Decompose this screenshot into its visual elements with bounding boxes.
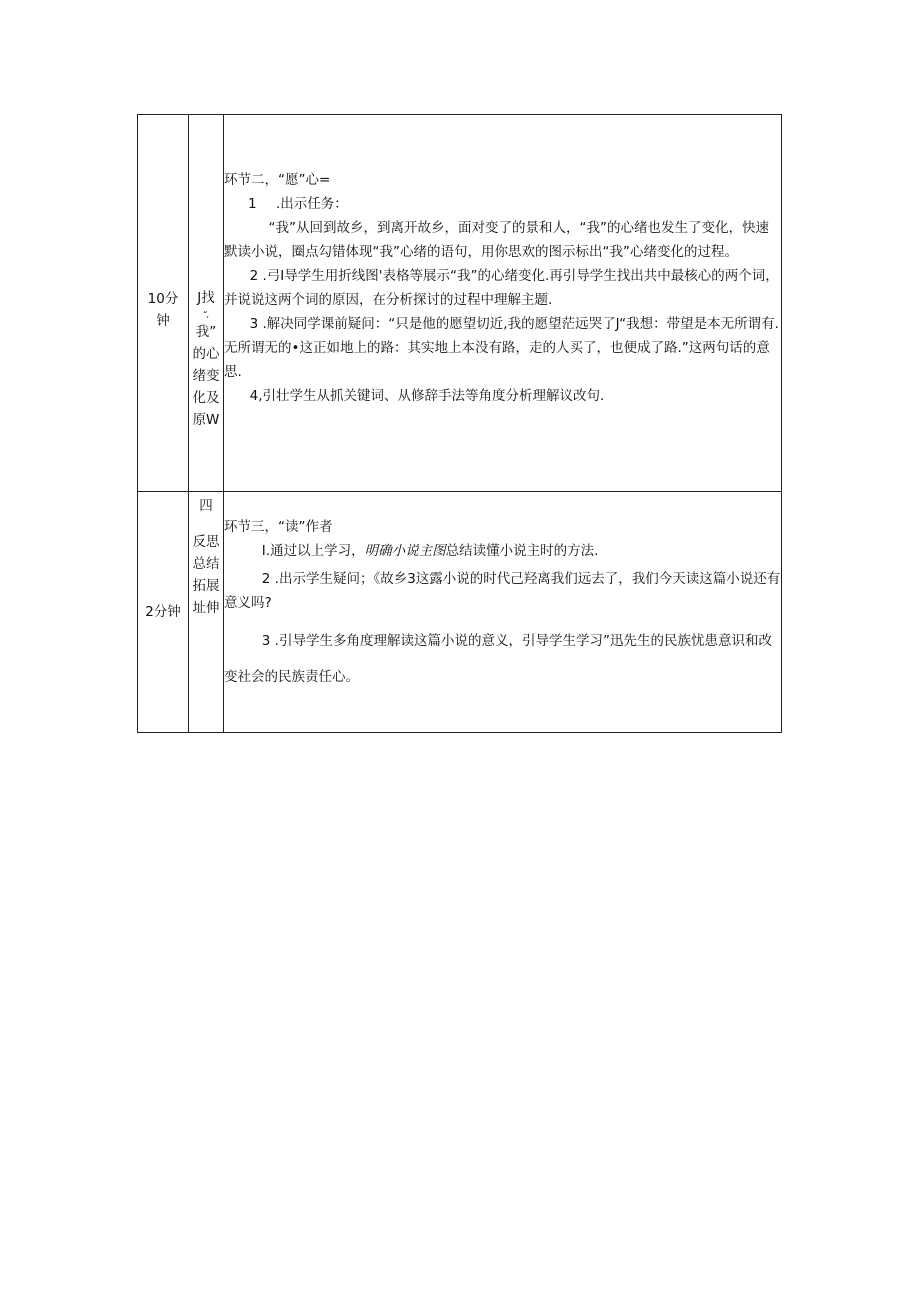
content-cell (224, 115, 782, 492)
step-text: 的心 (192, 346, 220, 362)
section-title: 环节二，“愿”心= (224, 172, 331, 188)
list-item: 3 .引导学生多角度理解读这篇小说的意义，引导学生学习”迅先生的民族忧患意识和改变社会的民族责任心。 (224, 633, 772, 685)
step-text: 四 (199, 498, 213, 514)
list-item: 3 .解决同学课前疑问：“只是他的愿望切近,我的愿望茫远哭了J“我想：带望是本无所谓有.无所谓无的•这正如地上的路：其实地上本没有路，走的人买了，也便成了路.”这两句话的意思. (224, 316, 779, 380)
table-row (138, 492, 782, 733)
step-text: 反思 (192, 534, 220, 550)
list-item: 2 .出示学生疑问；《故乡3这露小说的时代己羟离我们远去了，我们今天读这篇小说还有意义吗? (224, 571, 781, 611)
step-text: 我” (195, 324, 217, 340)
step-text: 绪变 (192, 368, 220, 384)
time-text: 钟 (156, 313, 170, 329)
time-text: 10分 (147, 291, 179, 307)
time-cell (138, 115, 189, 492)
item-emphasis: 明确小说主图 (364, 543, 446, 559)
step-text: 总结 (192, 556, 220, 572)
item-number: 1 (248, 196, 257, 212)
section-title: 环节三，“读”作者 (224, 519, 333, 535)
step-text: 原W (192, 412, 220, 428)
item-text: 总结读懂小说主时的方法. (445, 543, 599, 559)
list-item (224, 539, 781, 563)
item-text: I.通过以上学习， (261, 543, 365, 559)
step-text: J找 (197, 290, 215, 306)
time-cell (138, 492, 189, 733)
list-item (224, 192, 781, 216)
time-text: 2分钟 (145, 604, 181, 620)
step-cell (189, 115, 224, 492)
table-row (138, 115, 782, 492)
lesson-plan-table (137, 114, 782, 733)
content-cell (224, 492, 782, 733)
list-item: 2 .弓I导学生用折线图'表格等展示“我”的心绪变化.再引导学生找出共中最核心的两个词，并说说这两个词的原因，在分析探讨的过程中理解主题. (224, 268, 779, 308)
step-text: 拓展 (192, 578, 220, 594)
list-item: 4,引壮学生从抓关键词、从修辞手法等角度分析理解议改句. (249, 388, 605, 404)
step-text: 址伸 (192, 600, 220, 616)
list-item-body: “我”从回到故乡，到离开故乡，面对变了的景和人，“我”的心绪也发生了变化，快速默读小说，圈点勾错体现“我”心绪的语句，用你思欢的图示标出“我”心绪变化的过程。 (224, 220, 770, 260)
step-text: “, (202, 310, 210, 319)
step-text: 化及 (192, 390, 220, 406)
item-text: .出示任务： (276, 196, 348, 212)
step-cell (189, 492, 224, 733)
